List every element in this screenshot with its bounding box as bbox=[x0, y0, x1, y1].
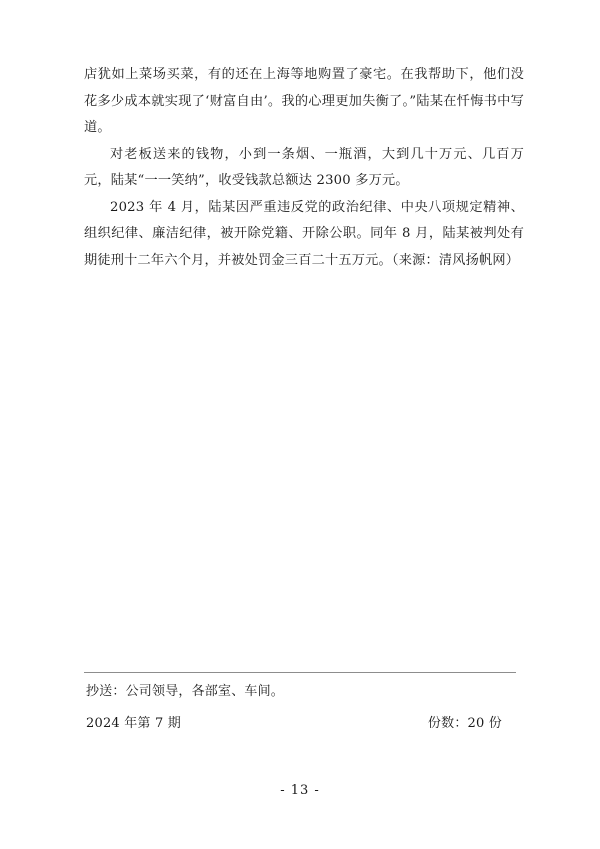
body-paragraph: 对老板送来的钱物，小到一条烟、一瓶酒，大到几十万元、几百万元，陆某“一一笑纳”，收受钱款总额达 2300 多万元。 bbox=[84, 146, 524, 188]
body-paragraph: 2023 年 4 月，陆某因严重违反党的政治纪律、中央八项规定精神、组织纪律、廉洁纪律，被开除党籍、开除公职。同年 8 月，陆某被判处有期徒刑十二年六个月，并被处罚金三百二十五万元。（来源：清风扬帆网） bbox=[84, 199, 524, 268]
body-paragraph: 店犹如上菜场买菜，有的还在上海等地购置了豪宅。在我帮助下，他们没花多少成本就实现了‘财富自由’。我的心理更加失衡了。”陆某在忏悔书中写道。 bbox=[84, 67, 524, 135]
footer-distribution: 抄送：公司领导，各部室、车间。 bbox=[86, 684, 285, 699]
footer-divider bbox=[84, 672, 516, 673]
footer-copies: 份数：20 份 bbox=[427, 716, 502, 731]
footer-info-row bbox=[86, 712, 518, 736]
page-number: - 13 - bbox=[280, 783, 320, 798]
document-body bbox=[84, 62, 524, 274]
footer-issue: 2024 年第 7 期 bbox=[86, 716, 181, 731]
